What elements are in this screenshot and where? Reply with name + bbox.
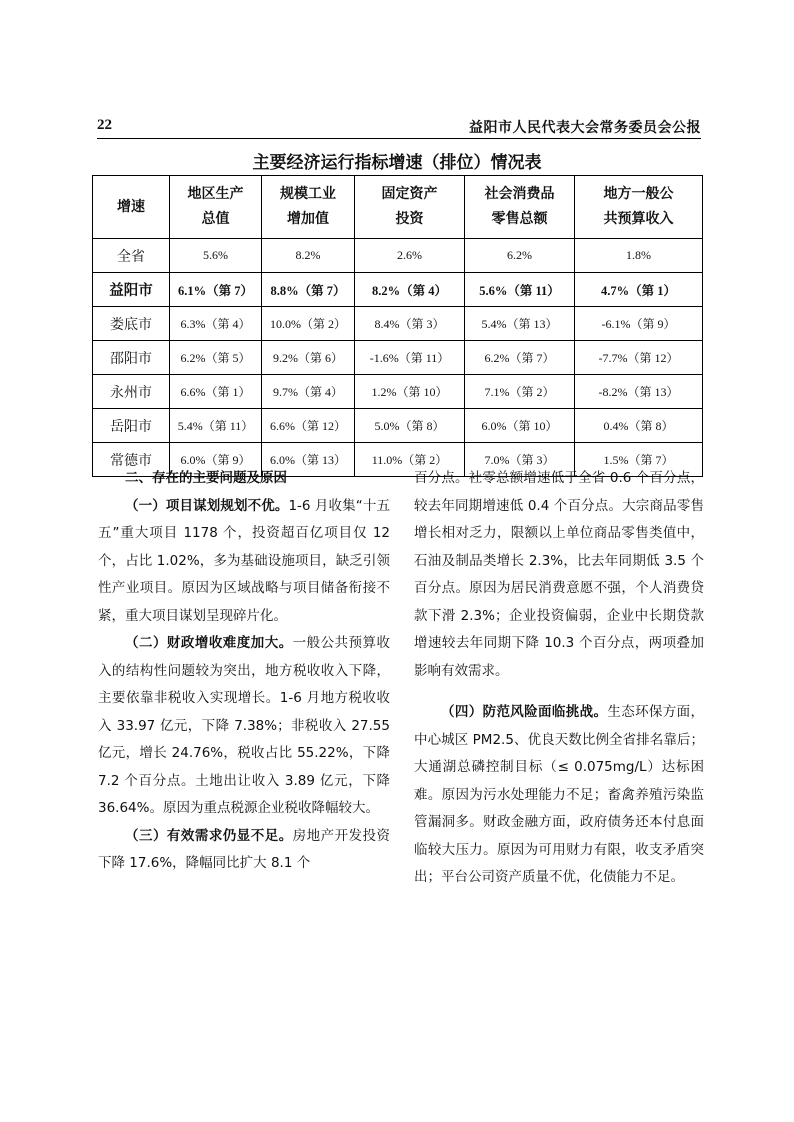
value-cell: 6.3%（第 4）: [170, 307, 262, 341]
table-title: 主要经济运行指标增速（排位）情况表: [252, 153, 542, 173]
header-cell: 社会消费品 零售总额: [465, 176, 575, 239]
paragraph-1-title: （一）项目谋划规划不优。: [125, 497, 289, 514]
value-cell: 2.6%: [355, 239, 465, 273]
value-cell: 8.2%（第 4）: [355, 273, 465, 307]
value-cell: 0.4%（第 8）: [575, 409, 703, 443]
paragraph-4-title: （四）防范风险面临挑战。: [441, 704, 608, 720]
header-cell: 规模工业 增加值: [262, 176, 355, 239]
paragraph-2-text: 一般公共预算收入的结构性问题较为突出，地方税收收入下降，主要依靠非税收入实现增长。1-6 月地方税收收入 33.97 亿元，下降 7.38%；非税收入 27.55 亿元，增长 24.76%，税收占比 55.22%，下降 7.2 个百分点。土地出让收入 3.89 亿元，下降 36.64%。原因为重点税源企业税收降幅较大。: [98, 635, 391, 816]
value-cell: 1.8%: [575, 239, 703, 273]
header-cell: 固定资产 投资: [355, 176, 465, 239]
value-cell: 5.0%（第 8）: [355, 409, 465, 443]
value-cell: 8.8%（第 7）: [262, 273, 355, 307]
paragraph-1: [98, 493, 390, 631]
value-cell: 11.0%（第 2）: [355, 443, 465, 477]
table-row-highlight: [93, 273, 703, 307]
header-cell: 地区生产 总值: [170, 176, 262, 239]
section-heading: 二、存在的主要问题及原因: [125, 470, 287, 486]
table-row: [93, 239, 703, 273]
right-column: [414, 465, 704, 892]
value-cell: -7.7%（第 12）: [575, 341, 703, 375]
page-number: 22: [97, 117, 112, 133]
header-cell: 增速: [93, 176, 170, 239]
value-cell: 7.0%（第 3）: [465, 443, 575, 477]
paragraph-4-text: 生态环保方面，中心城区 PM2.5、优良天数比例全省排名靠后；大通湖总磷控制目标（≤ 0.075mg/L）达标困难。原因为污水处理能力不足；畜禽养殖污染监管漏洞多。财政金融方面，政府债务还本付息面临较大压力。原因为可用财力有限，收支矛盾突出；平台公司资产质量不优，化债能力不足。: [414, 704, 705, 885]
value-cell: 6.6%（第 12）: [262, 409, 355, 443]
value-cell: 5.6%: [170, 239, 262, 273]
table-row: [93, 409, 703, 443]
value-cell: 7.1%（第 2）: [465, 375, 575, 409]
value-cell: 1.5%（第 7）: [575, 443, 703, 477]
paragraph-2: [98, 630, 390, 823]
header-cell: 地方一般公 共预算收入: [575, 176, 703, 239]
table-header-row: [93, 176, 703, 239]
value-cell: 8.4%（第 3）: [355, 307, 465, 341]
indicator-table: [92, 175, 703, 477]
value-cell: 6.2%（第 7）: [465, 341, 575, 375]
region-cell: 娄底市: [93, 307, 170, 341]
paragraph-3-continued: 百分点。社零总额增速低于全省 0.6 个百分点，较去年同期增速低 0.4 个百分点。大宗商品零售增长相对乏力，限额以上单位商品零售类值中，石油及制品类增长 2.3%，比去年同期低 3.5 个百分点。原因为居民消费意愿不强，个人消费贷款下滑 2.3%；企业投资偏弱，企业中长期贷款增速较去年同期下降 10.3 个百分点，两项叠加影响有效需求。: [414, 470, 704, 679]
paragraph-2-title: （二）财政增收难度加大。: [125, 635, 293, 651]
value-cell: 4.7%（第 1）: [575, 273, 703, 307]
value-cell: 1.2%（第 10）: [355, 375, 465, 409]
value-cell: 5.4%（第 13）: [465, 307, 575, 341]
page-header: [97, 117, 701, 139]
value-cell: 6.6%（第 1）: [170, 375, 262, 409]
left-column: [98, 465, 390, 878]
paragraph-3: [98, 823, 390, 878]
region-cell: 益阳市: [93, 273, 170, 307]
value-cell: 6.0%（第 13）: [262, 443, 355, 477]
table-row: [93, 375, 703, 409]
table-row: [93, 341, 703, 375]
value-cell: 6.1%（第 7）: [170, 273, 262, 307]
value-cell: 6.0%（第 10）: [465, 409, 575, 443]
region-cell: 永州市: [93, 375, 170, 409]
paragraph-1-text: 1-6 月收集“十五五”重大项目 1178 个，投资超百亿项目仅 12 个，占比 1.02%，多为基础设施项目，缺乏引领性产业项目。原因为区域战略与项目储备衔接不紧，重大项目谋划呈现碎片化。: [98, 497, 390, 624]
value-cell: 9.2%（第 6）: [262, 341, 355, 375]
region-cell: 邵阳市: [93, 341, 170, 375]
paragraph-4: [414, 699, 704, 892]
value-cell: 6.0%（第 9）: [170, 443, 262, 477]
journal-title: 益阳市人民代表大会常务委员会公报: [469, 120, 701, 136]
value-cell: 8.2%: [262, 239, 355, 273]
region-cell: 全省: [93, 239, 170, 273]
value-cell: -8.2%（第 13）: [575, 375, 703, 409]
region-cell: 岳阳市: [93, 409, 170, 443]
paragraph-3-title: （三）有效需求仍显不足。: [125, 827, 293, 844]
value-cell: -1.6%（第 11）: [355, 341, 465, 375]
header-rule: [97, 138, 701, 139]
table-row: [93, 307, 703, 341]
value-cell: 5.4%（第 11）: [170, 409, 262, 443]
value-cell: 6.2%: [465, 239, 575, 273]
region-cell: 常德市: [93, 443, 170, 477]
paragraph-3-text-start: 房地产开发投资下降 17.6%，降幅同比扩大 8.1 个: [98, 827, 391, 871]
value-cell: 10.0%（第 2）: [262, 307, 355, 341]
value-cell: 5.6%（第 11）: [465, 273, 575, 307]
value-cell: 9.7%（第 4）: [262, 375, 355, 409]
value-cell: 6.2%（第 5）: [170, 341, 262, 375]
value-cell: -6.1%（第 9）: [575, 307, 703, 341]
